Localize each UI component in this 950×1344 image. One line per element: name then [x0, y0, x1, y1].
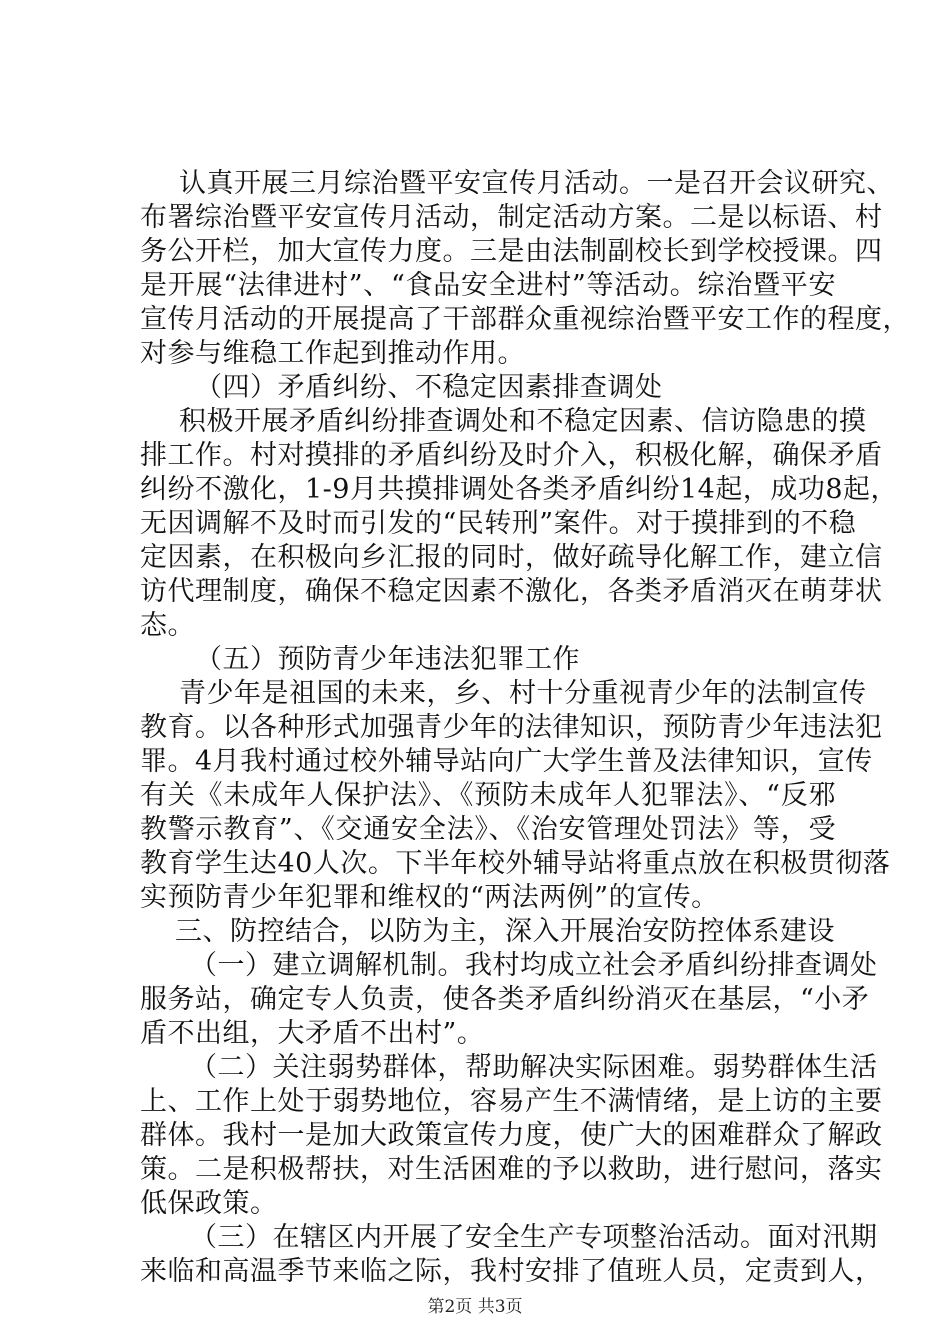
- paragraph-line: （三）在辖区内开展了安全生产专项整治活动。面对汛期: [190, 1222, 878, 1253]
- paragraph-line: 低保政策。: [140, 1188, 278, 1219]
- paragraph-line: 罪。4月我村通过校外辅导站向广大学生普及法律知识，宣传: [140, 746, 873, 777]
- paragraph-line: （二）关注弱势群体，帮助解决实际困难。弱势群体生活: [190, 1052, 878, 1083]
- paragraph-line: 务公开栏，加大宣传力度。三是由法制副校长到学校授课。四: [140, 236, 883, 267]
- paragraph-line: 对参与维稳工作起到推动作用。: [140, 338, 525, 369]
- paragraph-line: 定因素，在积极向乡汇报的同时，做好疏导化解工作，建立信: [140, 542, 883, 573]
- paragraph-line: 布署综治暨平安宣传月活动，制定活动方案。二是以标语、村: [140, 202, 883, 233]
- paragraph-line: 积极开展矛盾纠纷排查调处和不稳定因素、信访隐患的摸: [179, 406, 867, 437]
- section-heading: （五）预防青少年违法犯罪工作: [195, 644, 580, 675]
- paragraph-line: 排工作。村对摸排的矛盾纠纷及时介入，积极化解，确保矛盾: [140, 440, 883, 471]
- page-number: 第2页 共3页: [427, 1297, 523, 1317]
- paragraph-line: 教育学生达40人次。下半年校外辅导站将重点放在积极贯彻落: [140, 848, 891, 879]
- paragraph-line: 宣传月活动的开展提高了干部群众重视综治暨平安工作的程度，: [140, 304, 910, 335]
- paragraph-line: 策。二是积极帮扶，对生活困难的予以救助，进行慰问，落实: [140, 1154, 883, 1185]
- paragraph-line: 访代理制度，确保不稳定因素不激化，各类矛盾消灭在萌芽状: [140, 576, 883, 607]
- paragraph-line: （一）建立调解机制。我村均成立社会矛盾纠纷排查调处: [190, 950, 878, 981]
- page-footer: [0, 1296, 950, 1318]
- paragraph-line: 群体。我村一是加大政策宣传力度，使广大的困难群众了解政: [140, 1120, 883, 1151]
- paragraph-line: 来临和高温季节来临之际，我村安排了值班人员，定责到人，: [140, 1256, 883, 1287]
- paragraph-line: 无因调解不及时而引发的“民转刑”案件。对于摸排到的不稳: [140, 508, 857, 539]
- paragraph-line: 是开展“法律进村”、“食品安全进村”等活动。综治暨平安: [140, 270, 836, 301]
- paragraph-line: 服务站，确定专人负责，使各类矛盾纠纷消灭在基层，“小矛: [140, 984, 870, 1015]
- paragraph-line: 盾不出组，大矛盾不出村”。: [140, 1018, 485, 1049]
- paragraph-line: 上、工作上处于弱势地位，容易产生不满情绪，是上访的主要: [140, 1086, 883, 1117]
- paragraph-line: 纠纷不激化，1-9月共摸排调处各类矛盾纠纷14起，成功8起，: [140, 474, 899, 505]
- paragraph-line: 认真开展三月综治暨平安宣传月活动。一是召开会议研究、: [179, 168, 894, 199]
- paragraph-line: 实预防青少年犯罪和维权的“两法两例”的宣传。: [140, 882, 719, 913]
- section-heading: 三、防控结合，以防为主，深入开展治安防控体系建设: [175, 916, 835, 947]
- paragraph-line: 青少年是祖国的未来，乡、村十分重视青少年的法制宣传: [179, 678, 867, 709]
- paragraph-line: 教育。以各种形式加强青少年的法律知识，预防青少年违法犯: [140, 712, 883, 743]
- paragraph-line: 有关《未成年人保护法》、《预防未成年人犯罪法》、“反邪: [140, 780, 836, 811]
- paragraph-line: 教警示教育”、《交通安全法》、《治安管理处罚法》等，受: [140, 814, 836, 845]
- paragraph-line: 态。: [140, 610, 195, 641]
- section-heading: （四）矛盾纠纷、不稳定因素排查调处: [195, 372, 663, 403]
- document-body: [140, 167, 910, 1289]
